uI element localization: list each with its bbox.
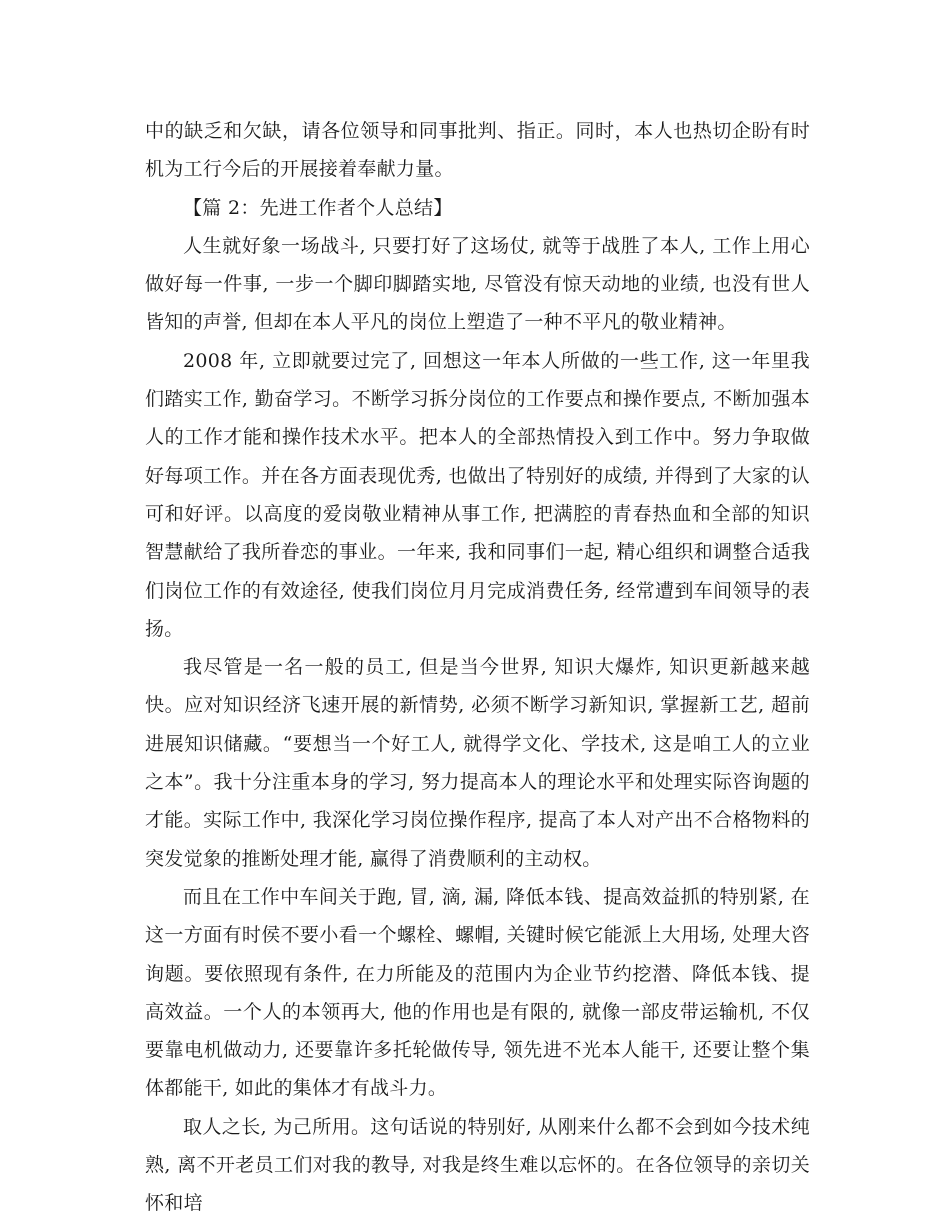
- paragraph: 取人之长, 为己所用。这句话说的特别好, 从刚来什么都不会到如今技术纯熟, 离不开老员工们对我的教导, 对我是终生难以忘怀的。在各位领导的亲切关怀和培: [145, 1115, 810, 1215]
- paragraph: 我尽管是一名一般的员工, 但是当今世界, 知识大爆炸, 知识更新越来越快。应对知识经济飞速开展的新情势, 必须不断学习新知识, 掌握新工艺, 超前进展知识储藏。“要想当一个好工人, 就得学文化、学技术, 这是咱工人的立业之本”。我十分注重本身的学习, 努力提高本人的理论水平和处理实际咨询题的才能。实际工作中, 我深化学习岗位操作程序, 提高了本人对产出不合格物料的突发觉象的推断处理才能, 赢得了消费顺利的主动权。: [145, 656, 810, 870]
- section-heading: 【篇 2：先进工作者个人总结】: [183, 196, 453, 219]
- paragraph: 2008 年, 立即就要过完了, 回想这一年本人所做的一些工作, 这一年里我们踏实工作, 勤奋学习。不断学习拆分岗位的工作要点和操作要点, 不断加强本人的工作才能和操作技术水平。把本人的全部热情投入到工作中。努力争取做好每项工作。并在各方面表现优秀, 也做出了特别好的成绩, 并得到了大家的认可和好评。以高度的爱岗敬业精神从事工作, 把满腔的青春热血和全部的知识智慧献给了我所眷恋的事业。一年来, 我和同事们一起, 精心组织和调整合适我们岗位工作的有效途径, 使我们岗位月月完成消费任务, 经常遭到车间领导的表扬。: [145, 349, 810, 640]
- paragraph: 人生就好象一场战斗, 只要打好了这场仗, 就等于战胜了本人, 工作上用心做好每一件事, 一步一个脚印脚踏实地, 尽管没有惊天动地的业绩, 也没有世人皆知的声誉, 但却在本人平凡的岗位上塑造了一种不平凡的敬业精神。: [145, 234, 810, 334]
- paragraph-continuation: 中的缺乏和欠缺，请各位领导和同事批判、指正。同时，本人也热切企盼有时机为工行今后的开展接着奉献力量。: [145, 120, 810, 181]
- document-body: [145, 112, 810, 1223]
- paragraph: 而且在工作中车间关于跑, 冒, 滴, 漏, 降低本钱、提高效益抓的特别紧, 在这一方面有时侯不要小看一个螺栓、螺帽, 关键时候它能派上大用场, 处理大咨询题。要依照现有条件, 在力所能及的范围内为企业节约挖潜、降低本钱、提高效益。一个人的本领再大, 他的作用也是有限的, 就像一部皮带运输机, 不仅要靠电机做动力, 还要靠许多托轮做传导, 领先进不光本人能干, 还要让整个集体都能干, 如此的集体才有战斗力。: [145, 885, 810, 1100]
